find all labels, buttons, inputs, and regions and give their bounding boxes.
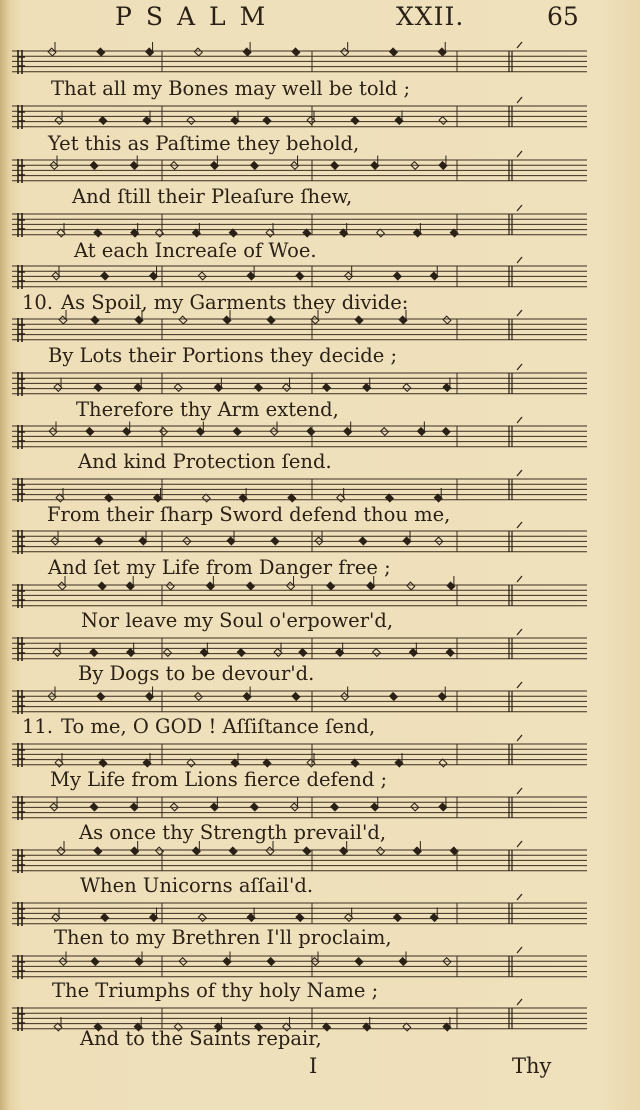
note-glyph (344, 422, 352, 436)
staff (12, 741, 587, 769)
staff (12, 794, 587, 822)
note-glyph (90, 803, 98, 811)
note-glyph (174, 384, 182, 392)
note-glyph (210, 156, 218, 170)
note-glyph (130, 797, 138, 811)
staff (12, 953, 587, 981)
clef-icon (18, 902, 25, 926)
note-glyph (394, 914, 402, 922)
note-glyph (54, 378, 62, 392)
staff-lines (12, 211, 587, 239)
note-glyph (395, 111, 403, 125)
note-glyph (323, 1023, 331, 1031)
staff (12, 688, 587, 716)
staff-lines (12, 953, 587, 981)
note-glyph (202, 494, 210, 502)
running-title: PSALM (115, 2, 280, 31)
lyric-text: By Lots their Portions they decide ; (48, 344, 398, 367)
lyric-line (54, 927, 392, 949)
lyric-text: As once thy Strength prevail'd, (79, 821, 387, 844)
lyric-text: Therefore thy Arm extend, (76, 398, 339, 421)
note-glyph (263, 117, 271, 125)
lyric-line (48, 345, 397, 367)
lyric-line (74, 240, 317, 262)
clef-icon (18, 265, 25, 289)
note-glyph (359, 537, 367, 545)
note-glyph (127, 643, 135, 657)
lyric-text: When Unicorns aſſail'd. (80, 874, 314, 897)
note-glyph (223, 952, 231, 966)
staff-lines (12, 48, 587, 76)
note-glyph (49, 422, 57, 436)
note-glyph (97, 48, 105, 56)
note-glyph (417, 422, 425, 436)
note-glyph (105, 494, 113, 502)
lyric-line (22, 292, 408, 314)
clef-icon (18, 690, 25, 714)
note-glyph (439, 759, 447, 767)
note-glyph (315, 531, 323, 545)
note-glyph (255, 384, 263, 392)
lyric-line (47, 504, 450, 526)
note-glyph (229, 847, 237, 855)
note-glyph (345, 266, 353, 280)
note-glyph (303, 847, 311, 855)
note-glyph (229, 229, 237, 237)
note-glyph (377, 229, 385, 237)
note-glyph (179, 316, 187, 324)
staff (12, 157, 587, 185)
note-glyph (90, 162, 98, 170)
note-glyph (90, 649, 98, 657)
lyric-text: From their ſharp Sword defend thou me, (47, 503, 451, 526)
lyric-text: By Dogs to be devour'd. (78, 662, 315, 685)
note-glyph (403, 384, 411, 392)
note-glyph (291, 797, 299, 811)
clef-icon (18, 159, 25, 183)
note-glyph (303, 229, 311, 237)
lyric-line (76, 399, 339, 421)
note-glyph (447, 576, 455, 590)
note-glyph (135, 952, 143, 966)
note-glyph (336, 643, 344, 657)
note-glyph (130, 156, 138, 170)
note-glyph (283, 378, 291, 392)
clef-icon (18, 637, 25, 661)
staff-lines (12, 157, 587, 185)
note-glyph (351, 759, 359, 767)
note-glyph (91, 316, 99, 324)
staff-lines (12, 847, 587, 875)
lyric-text: That all my Bones may well be told ; (51, 77, 411, 100)
note-glyph (86, 428, 94, 436)
lyric-line (22, 716, 375, 738)
clef-icon (18, 530, 25, 554)
lyric-text: Nor leave my Soul o'erpower'd, (81, 609, 394, 632)
note-glyph (299, 649, 307, 657)
lyric-text: To me, O GOD ! Aſſiſtance ſend, (61, 715, 376, 738)
lyric-line (50, 769, 387, 791)
lyric-text: Yet this as Paſtime they behold, (48, 132, 360, 155)
note-glyph (438, 42, 446, 56)
lyric-line (48, 557, 391, 579)
note-glyph (413, 841, 421, 855)
note-glyph (371, 797, 379, 811)
lyric-text: And kind Protection ſend. (78, 450, 332, 473)
note-glyph (341, 42, 349, 56)
note-glyph (237, 649, 245, 657)
staff-lines (12, 316, 587, 344)
clef-icon (18, 478, 25, 502)
note-glyph (267, 958, 275, 966)
note-glyph (274, 643, 282, 657)
lyric-line (51, 78, 410, 100)
note-glyph (373, 649, 381, 657)
lyric-line (80, 1028, 322, 1050)
note-glyph (438, 687, 446, 701)
staff (12, 582, 587, 610)
note-glyph (139, 531, 147, 545)
lyric-text: As Spoil, my Garments they divide: (61, 291, 409, 314)
note-glyph (296, 272, 304, 280)
staff-lines (12, 423, 587, 451)
note-glyph (55, 111, 63, 125)
note-glyph (386, 494, 394, 502)
note-glyph (351, 117, 359, 125)
staff (12, 476, 587, 504)
note-glyph (267, 316, 275, 324)
note-glyph (233, 428, 241, 436)
staff (12, 635, 587, 663)
note-glyph (52, 908, 60, 922)
staff (12, 211, 587, 239)
note-glyph (345, 908, 353, 922)
staff-lines (12, 370, 587, 398)
staff-lines (12, 794, 587, 822)
note-glyph (48, 687, 56, 701)
note-glyph (251, 162, 259, 170)
note-glyph (430, 266, 438, 280)
note-glyph (123, 422, 131, 436)
note-glyph (403, 1023, 411, 1031)
clef-icon (18, 849, 25, 873)
note-glyph (187, 117, 195, 125)
staff (12, 528, 587, 556)
note-glyph (50, 156, 58, 170)
clef-icon (18, 743, 25, 767)
lyric-line (72, 186, 352, 208)
note-glyph (50, 797, 58, 811)
clef-icon (18, 796, 25, 820)
note-glyph (48, 42, 56, 56)
staff (12, 316, 587, 344)
lyric-line (78, 663, 314, 685)
lyric-line (52, 980, 378, 1002)
note-glyph (407, 582, 415, 590)
lyric-line (78, 451, 332, 473)
note-glyph (94, 847, 102, 855)
note-glyph (439, 797, 447, 811)
note-glyph (57, 841, 65, 855)
note-glyph (91, 958, 99, 966)
note-glyph (166, 582, 174, 590)
note-glyph (150, 908, 158, 922)
clef-icon (18, 584, 25, 608)
psalm-number: XXII. (396, 2, 465, 31)
lyric-text: At each Increaſe of Woe. (74, 239, 317, 262)
verse-number: 10. (22, 291, 54, 314)
staff-lines (12, 476, 587, 504)
staff (12, 900, 587, 928)
note-glyph (443, 316, 451, 324)
note-glyph (263, 759, 271, 767)
note-glyph (247, 266, 255, 280)
note-glyph (99, 117, 107, 125)
note-glyph (51, 531, 59, 545)
clef-icon (18, 50, 25, 74)
note-glyph (164, 649, 172, 657)
lyric-text: And ſtill their Pleaſure ſhew, (72, 185, 353, 208)
signature-mark: I (309, 1054, 318, 1078)
clef-icon (18, 372, 25, 396)
lyric-text: And ſet my Life from Danger free ; (48, 556, 391, 579)
note-glyph (243, 42, 251, 56)
note-glyph (52, 266, 60, 280)
staff-lines (12, 635, 587, 663)
note-glyph (94, 229, 102, 237)
clef-icon (18, 425, 25, 449)
note-glyph (390, 693, 398, 701)
note-glyph (247, 908, 255, 922)
note-glyph (327, 582, 335, 590)
staff (12, 48, 587, 76)
note-glyph (288, 494, 296, 502)
note-glyph (363, 378, 371, 392)
note-glyph (95, 537, 103, 545)
clef-icon (18, 213, 25, 237)
note-glyph (251, 803, 259, 811)
note-glyph (99, 759, 107, 767)
note-glyph (134, 378, 142, 392)
lyric-text: Then to my Brethren I'll proclaim, (54, 926, 392, 949)
note-glyph (53, 643, 61, 657)
lyric-text: And to the Saints repair, (80, 1027, 322, 1050)
note-glyph (146, 687, 154, 701)
note-glyph (291, 156, 299, 170)
note-glyph (194, 48, 202, 56)
note-glyph (394, 272, 402, 280)
clef-icon (18, 1007, 25, 1031)
note-glyph (231, 111, 239, 125)
note-glyph (296, 914, 304, 922)
note-glyph (247, 582, 255, 590)
staff-lines (12, 741, 587, 769)
note-glyph (307, 111, 315, 125)
note-glyph (214, 378, 222, 392)
note-glyph (143, 111, 151, 125)
clef-icon (18, 318, 25, 342)
note-glyph (243, 687, 251, 701)
note-glyph (196, 422, 204, 436)
note-glyph (443, 378, 451, 392)
note-glyph (355, 958, 363, 966)
note-glyph (210, 797, 218, 811)
note-glyph (270, 422, 278, 436)
staff (12, 370, 587, 398)
staff (12, 263, 587, 291)
lyric-line (48, 133, 359, 155)
lyric-line (81, 610, 393, 632)
note-glyph (94, 384, 102, 392)
note-glyph (377, 847, 385, 855)
clef-icon (18, 105, 25, 129)
staff-lines (12, 528, 587, 556)
lyric-text: The Triumphs of thy holy Name ; (52, 979, 379, 1002)
catchword: Thy (512, 1054, 552, 1078)
note-glyph (101, 914, 109, 922)
note-glyph (331, 803, 339, 811)
staff-lines (12, 900, 587, 928)
lyric-line (80, 875, 313, 897)
note-glyph (59, 952, 67, 966)
note-glyph (200, 643, 208, 657)
staff-lines (12, 263, 587, 291)
note-glyph (307, 428, 315, 436)
note-glyph (439, 117, 447, 125)
note-glyph (371, 156, 379, 170)
page-number: 65 (547, 2, 579, 31)
note-glyph (331, 162, 339, 170)
staff (12, 103, 587, 131)
note-glyph (98, 582, 106, 590)
note-glyph (390, 48, 398, 56)
note-glyph (187, 759, 195, 767)
note-glyph (403, 531, 411, 545)
staff-lines (12, 688, 587, 716)
note-glyph (430, 908, 438, 922)
note-glyph (97, 693, 105, 701)
lyric-line (79, 822, 386, 844)
lyric-text: My Life from Lions fierce defend ; (50, 768, 388, 791)
note-glyph (292, 48, 300, 56)
staff-lines (12, 103, 587, 131)
note-glyph (442, 428, 450, 436)
note-glyph (271, 537, 279, 545)
note-glyph (198, 914, 206, 922)
staff-lines (12, 582, 587, 610)
note-glyph (323, 384, 331, 392)
note-glyph (409, 643, 417, 657)
note-glyph (355, 316, 363, 324)
staff (12, 423, 587, 451)
note-glyph (150, 266, 158, 280)
note-glyph (399, 952, 407, 966)
clef-icon (18, 955, 25, 979)
note-glyph (227, 531, 235, 545)
note-glyph (292, 693, 300, 701)
note-glyph (146, 42, 154, 56)
verse-number: 11. (22, 715, 54, 738)
note-glyph (101, 272, 109, 280)
note-glyph (439, 156, 447, 170)
staff (12, 847, 587, 875)
note-glyph (446, 649, 454, 657)
note-glyph (341, 687, 349, 701)
